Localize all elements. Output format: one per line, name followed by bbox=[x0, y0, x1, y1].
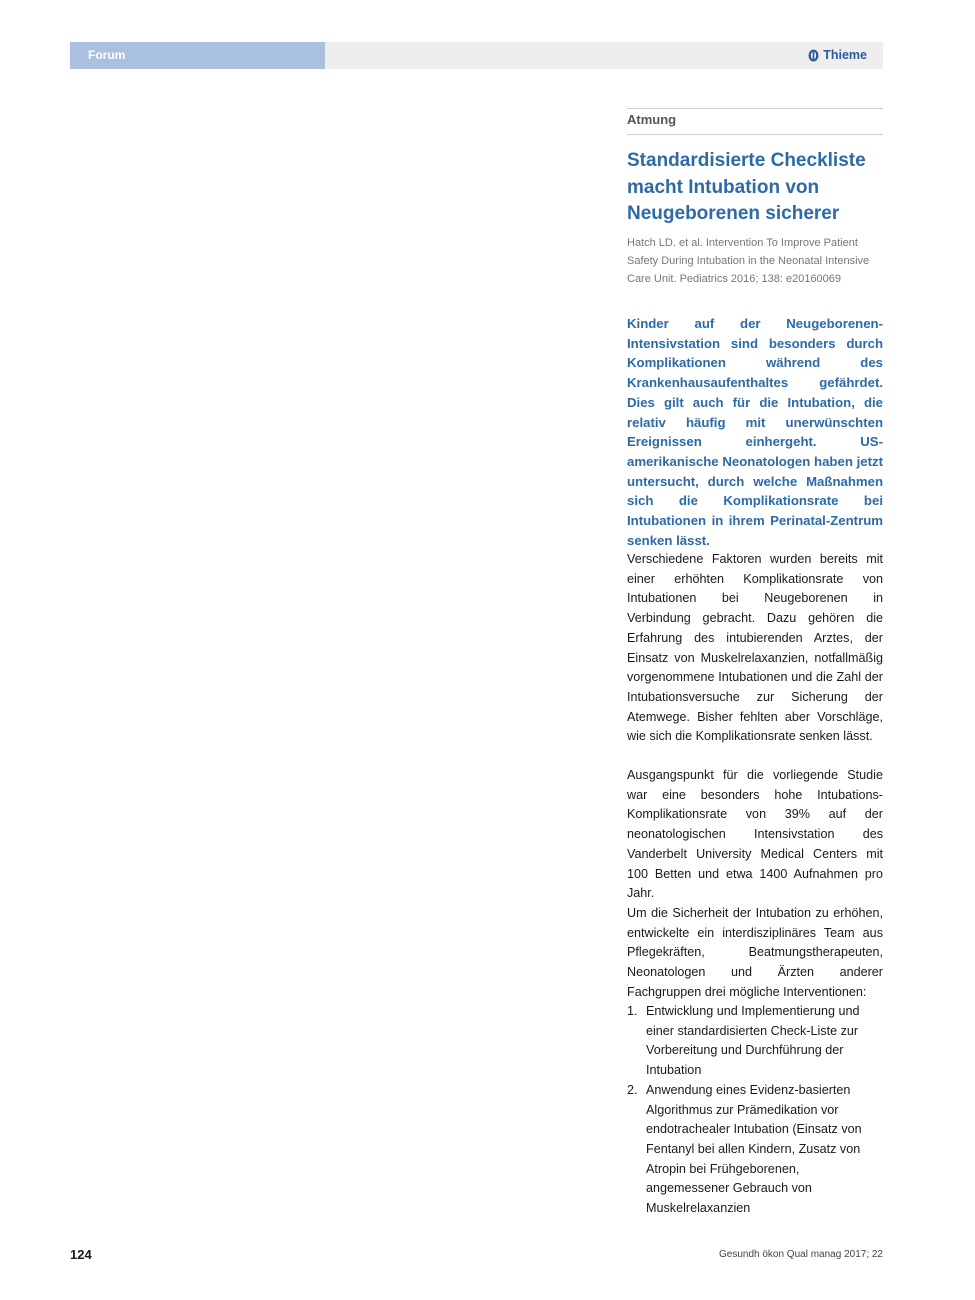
article-reference: Hatch LD. et al. Intervention To Improve Patient Safety During Intubation in the Neonatal Intensive Care Unit. Pediatrics 2016; 138: e20160069 bbox=[627, 237, 870, 285]
list-item bbox=[627, 1081, 883, 1219]
page-number: 124 bbox=[70, 1247, 92, 1262]
section-rule-bottom bbox=[627, 134, 883, 135]
intervention-list bbox=[627, 1002, 883, 1219]
list-item bbox=[627, 1002, 883, 1081]
header-section-label: Forum bbox=[88, 48, 126, 62]
thieme-logo-icon bbox=[808, 49, 819, 62]
list-item-number: 2. bbox=[627, 1082, 638, 1097]
journal-citation: Gesundh ökon Qual manag 2017; 22 bbox=[718, 1249, 883, 1260]
header-section-bar bbox=[70, 42, 325, 69]
body-paragraph: Um die Sicherheit der Intubation zu erhöhen, entwickelte ein interdisziplinäres Team aus Pflegekräften, Beatmungstherapeuten, Neonatologen und Ärzten anderer Fachgruppen drei mögliche Interventionen: bbox=[627, 906, 883, 999]
section-rule-top bbox=[627, 108, 883, 109]
article-section: Atmung bbox=[627, 112, 677, 127]
header-brand-bar bbox=[325, 42, 883, 69]
brand-name: Thieme bbox=[823, 48, 867, 62]
body-paragraph: Verschiedene Faktoren wurden bereits mit einer erhöhten Komplikationsrate von Intubationen bei Neugeborenen in Verbindung gebracht. Dazu gehören die Erfahrung des intubierenden Arztes, der Einsatz von Muskelrelaxanzien, notfallmäßig vorgenommene Intubationen und die Zahl der Intubationsversuche zur Sicherung der Atemwege. Bisher fehlten aber Vorschläge, wie sich die Komplikationsrate senken lässt. bbox=[627, 552, 883, 744]
body-paragraph: Ausgangspunkt für die vorliegende Studie war eine besonders hohe Intubations-Komplikationsrate von 39% auf der neonatologischen Intensivstation des Vanderbelt University Medical Centers mit 100 Betten und etwa 1400 Aufnahmen pro Jahr. bbox=[627, 768, 883, 901]
article-lead: Kinder auf der Neugeborenen-Intensivstation sind besonders durch Komplikationen während des Krankenhausaufenthaltes gefährdet. Dies gilt auch für die Intubation, die relativ häufig mit unerwünschten Ereignissen einhergeht. US-amerikanische Neonatologen haben jetzt untersucht, durch welche Maßnahmen sich die Komplikationsrate bei Intubationen in ihrem Perinatal-Zentrum senken lässt. bbox=[627, 316, 883, 548]
brand bbox=[808, 48, 867, 62]
list-item-text: Anwendung eines Evidenz-basierten Algorithmus zur Prämedikation vor endotrachealer Intubation (Einsatz von Fentanyl bei allen Kindern, Zusatz von Atropin bei Frühgeborenen, angemessener Gebrauch von Muskelrelaxanzien bbox=[646, 1082, 862, 1216]
list-item-text: Entwicklung und Implementierung und einer standardisierten Check-Liste zur Vorbereitung und Durchführung der Intubation bbox=[646, 1004, 860, 1078]
article-title: Standardisierte Checkliste macht Intubation von Neugeborenen sicherer bbox=[627, 150, 866, 224]
list-item-number: 1. bbox=[627, 1004, 638, 1018]
